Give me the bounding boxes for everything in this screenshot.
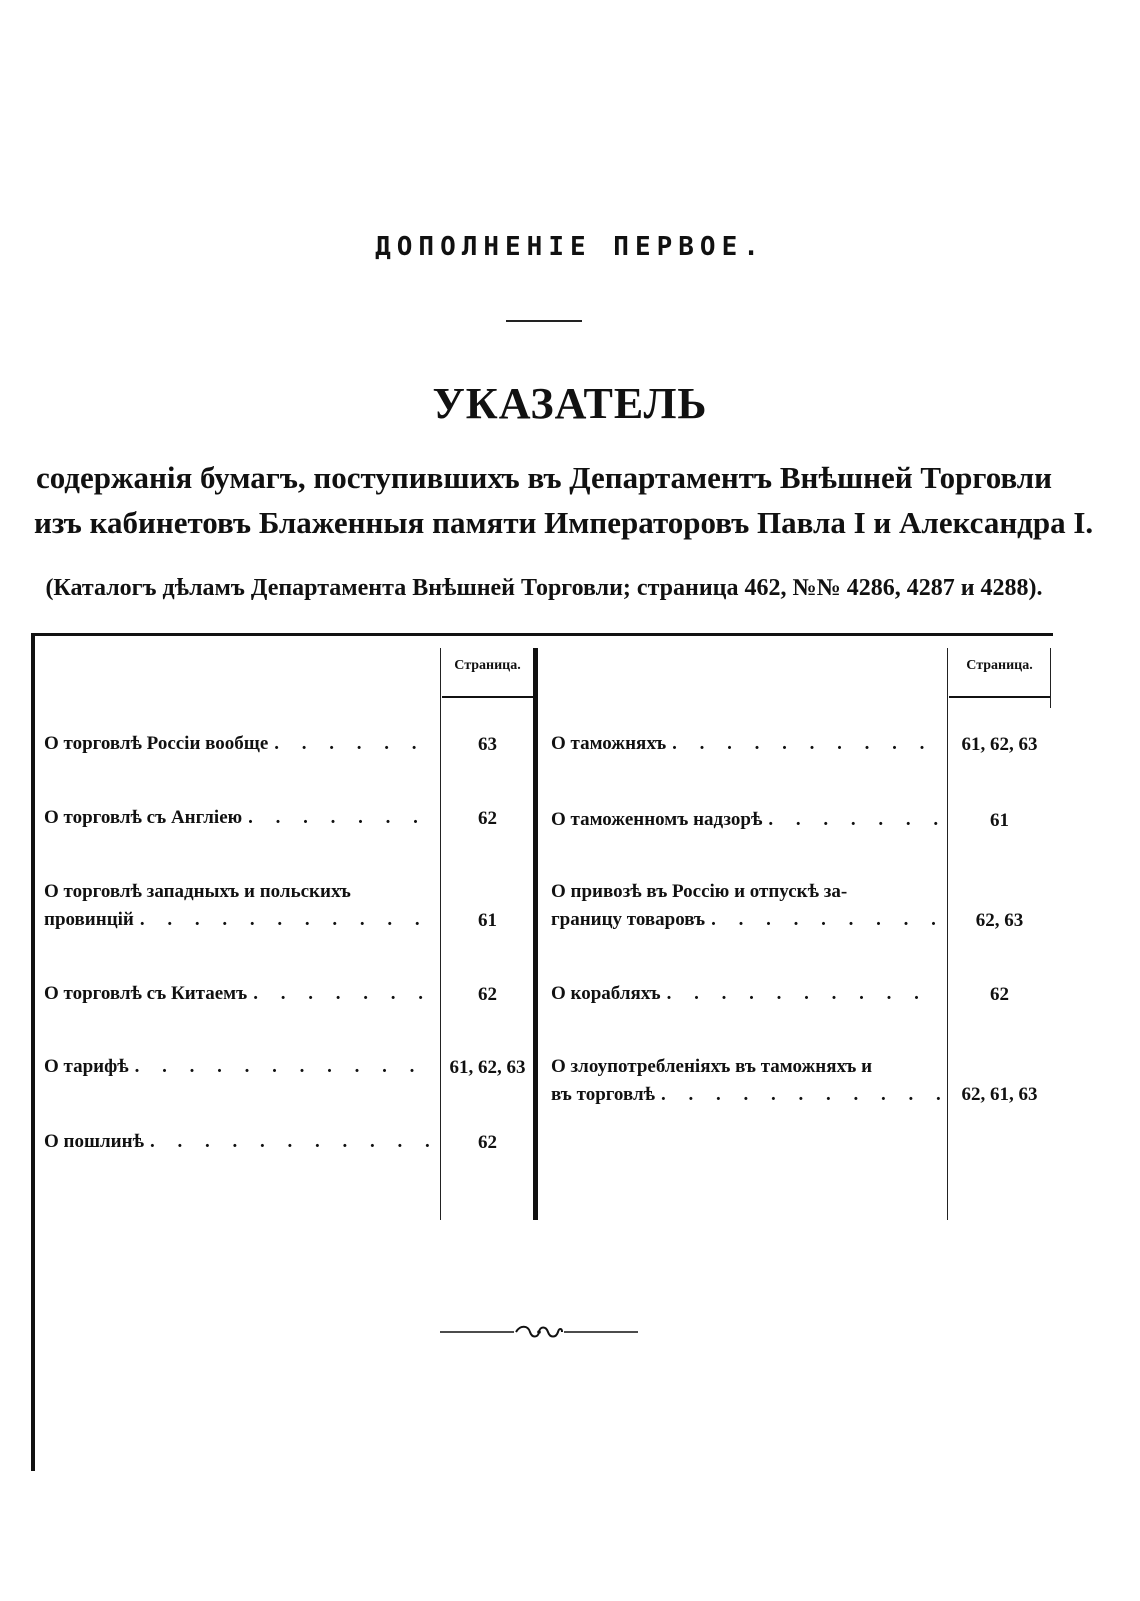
table-left-border <box>31 633 35 1471</box>
page-column-rule-edge <box>1050 648 1051 708</box>
index-entry <box>44 980 434 1008</box>
index-title: УКАЗАТЕЛЬ <box>432 379 708 428</box>
index-entry <box>44 730 434 758</box>
index-entry <box>44 804 434 832</box>
entry-text: О таможняхъ <box>551 733 667 754</box>
catalog-note: (Каталогъ дѣламъ Департамента Внѣшней Торговли; страница 462, №№ 4286, 4287 и 4288). <box>45 575 1043 601</box>
entry-text: О привозѣ въ Россію и отпускѣ за- <box>551 881 848 902</box>
entry-page-number: 62 <box>478 808 497 829</box>
entry-page-number: 62 <box>478 984 497 1005</box>
entry-page-number: 61, 62, 63 <box>449 1057 526 1078</box>
entry-page-number: 61 <box>478 910 497 931</box>
entry-text: О торговлѣ западныхъ и польскихъ <box>44 881 351 902</box>
entry-text: О торговлѣ Россіи вообще <box>44 733 269 754</box>
dot-leader <box>667 980 941 1008</box>
index-entry <box>44 878 434 934</box>
column-separator <box>533 648 538 1220</box>
subtitle-line-2: изъ кабинетовъ Блаженныя памяти Императоровъ Павла I и Александра I. <box>34 505 1094 540</box>
page-column-header-left: Страница. <box>454 658 521 673</box>
supplement-title: ДОПОЛНЕНІЕ ПЕРВОЕ. <box>375 232 765 262</box>
index-entry <box>551 980 941 1008</box>
entry-page-number: 63 <box>478 734 497 755</box>
page-column-rule-left <box>440 648 441 1220</box>
index-entry <box>44 1128 434 1156</box>
table-top-border <box>31 633 1053 636</box>
header-rule-left <box>442 696 533 698</box>
index-entry <box>551 730 941 758</box>
entry-page-number: 62, 63 <box>975 910 1024 931</box>
entry-text: О пошлинѣ <box>44 1131 144 1152</box>
entry-text: О торговлѣ съ Англіею <box>44 807 243 828</box>
ornament-divider <box>440 1322 638 1342</box>
dot-leader <box>248 804 434 832</box>
dot-leader <box>768 806 941 834</box>
entry-text: О торговлѣ съ Китаемъ <box>44 983 248 1004</box>
entry-page-number: 62, 61, 63 <box>961 1084 1038 1105</box>
decorative-rule <box>506 320 582 322</box>
entry-text: О таможенномъ надзорѣ <box>551 809 763 830</box>
entry-text: О злоупотребленіяхъ въ таможняхъ и <box>551 1056 873 1077</box>
index-entry <box>551 1053 941 1109</box>
dot-leader <box>150 1128 434 1156</box>
dot-leader <box>711 906 941 934</box>
index-entry <box>551 806 941 834</box>
page-column-rule-right <box>947 648 948 1220</box>
entry-text-continued: границу товаровъ <box>551 909 706 930</box>
entry-text: О корабляхъ <box>551 983 661 1004</box>
dot-leader <box>672 730 941 758</box>
entry-page-number: 61 <box>990 810 1009 831</box>
entry-text: О тарифѣ <box>44 1056 129 1077</box>
dot-leader <box>661 1081 941 1109</box>
entry-page-number: 62 <box>478 1132 497 1153</box>
entry-page-number: 62 <box>990 984 1009 1005</box>
dot-leader <box>135 1053 434 1081</box>
entry-text-continued: провинцій <box>44 909 134 930</box>
dot-leader <box>140 906 434 934</box>
index-entry <box>44 1053 434 1081</box>
index-entry <box>551 878 941 934</box>
header-rule-right <box>949 696 1050 698</box>
page-column-header-right: Страница. <box>966 658 1033 673</box>
entry-text-continued: въ торговлѣ <box>551 1084 656 1105</box>
subtitle-line-1: содержанія бумагъ, поступившихъ въ Департаментъ Внѣшней Торговли <box>35 460 1053 495</box>
dot-leader <box>274 730 434 758</box>
entry-page-number: 61, 62, 63 <box>961 734 1038 755</box>
dot-leader <box>253 980 434 1008</box>
